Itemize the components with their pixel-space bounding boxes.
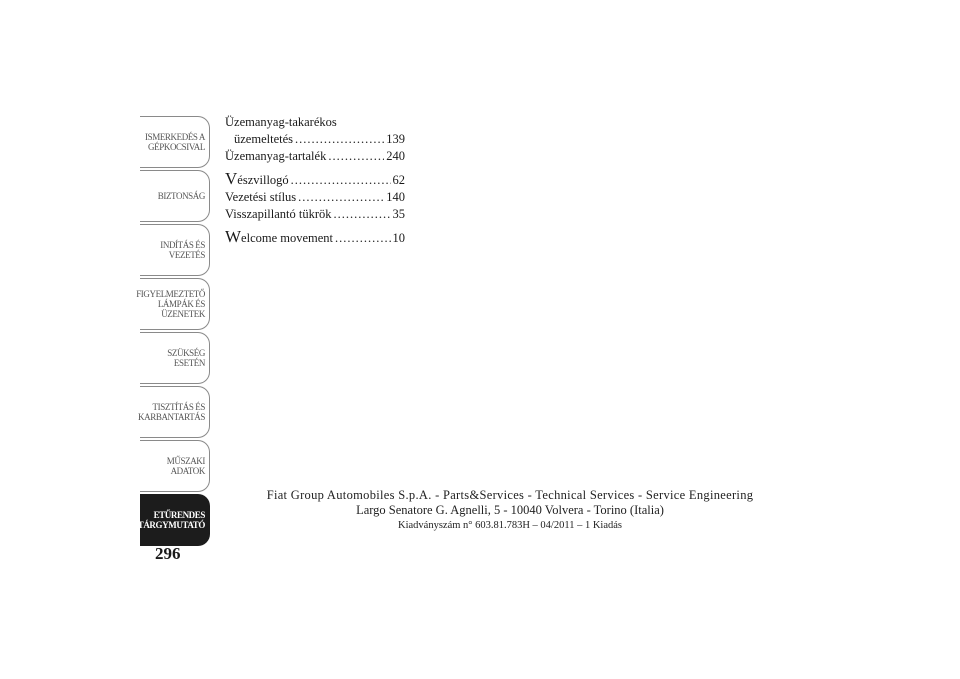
- index-entry: [225, 148, 405, 165]
- index-entry-text: Üzemanyag-takarékos: [225, 115, 337, 129]
- dot-leader: [291, 172, 391, 189]
- dot-leader: [335, 230, 390, 247]
- publisher-footer: [250, 488, 770, 533]
- dot-leader: [334, 206, 391, 223]
- index-entry: [225, 170, 405, 189]
- publication-number: Kiadványszám n° 603.81.783H – 04/2011 – 1 Kiadás: [398, 520, 622, 531]
- publisher-name: Fiat Group Automobiles S.p.A. - Parts&Services - Technical Services - Service Engineering: [266, 488, 754, 502]
- index-entry: [225, 114, 405, 148]
- index-entry-page: 139: [386, 132, 405, 146]
- index-list: [225, 114, 405, 247]
- tab-ismerkedes[interactable]: ISMERKEDÉS A GÉPKOCSIVAL: [140, 116, 210, 168]
- publisher-address: Largo Senatore G. Agnelli, 5 - 10040 Volvera - Torino (Italia): [356, 503, 664, 517]
- index-entry-page: 62: [392, 173, 405, 187]
- index-entry-text: Üzemanyag-tartalék: [225, 149, 327, 163]
- tab-inditas-es-vezetes[interactable]: INDÍTÁS ÉS VEZETÉS: [140, 224, 210, 276]
- index-entry-page: 35: [392, 207, 405, 221]
- tab-tisztitas-karbantartas[interactable]: TISZTÍTÁS ÉS KARBANTARTÁS: [140, 386, 210, 438]
- tab-szukseg-eseten[interactable]: SZÜKSÉG ESETÉN: [140, 332, 210, 384]
- index-entry-page: 240: [386, 149, 405, 163]
- index-entry-text: Visszapillantó tükrök: [225, 207, 332, 221]
- tab-figyelmezteto-lampak[interactable]: FIGYELMEZTETŐ LÁMPÁK ÉS ÜZENETEK: [140, 278, 210, 330]
- index-entry-text: üzemeltetés: [234, 132, 293, 146]
- tab-targymutato[interactable]: ETŰRENDES TÁRGYMUTATÓ: [140, 494, 210, 546]
- index-entry-page: 10: [392, 231, 405, 245]
- section-initial: V: [225, 169, 238, 188]
- index-entry-page: 140: [386, 190, 405, 204]
- dot-leader: [328, 148, 384, 165]
- dot-leader: [298, 189, 384, 206]
- page-number: 296: [155, 544, 181, 563]
- dot-leader: [295, 131, 384, 148]
- section-initial: W: [225, 227, 242, 246]
- index-entry-text: észvillogó: [237, 173, 289, 187]
- tab-muszaki-adatok[interactable]: MŰSZAKI ADATOK: [140, 440, 210, 492]
- index-entry-text: Vezetési stílus: [225, 190, 297, 204]
- tab-biztonsag[interactable]: BIZTONSÁG: [140, 170, 210, 222]
- index-entry: [225, 228, 405, 247]
- index-entry: [225, 189, 405, 206]
- index-entry-text: elcome movement: [241, 231, 334, 245]
- index-entry: [225, 206, 405, 223]
